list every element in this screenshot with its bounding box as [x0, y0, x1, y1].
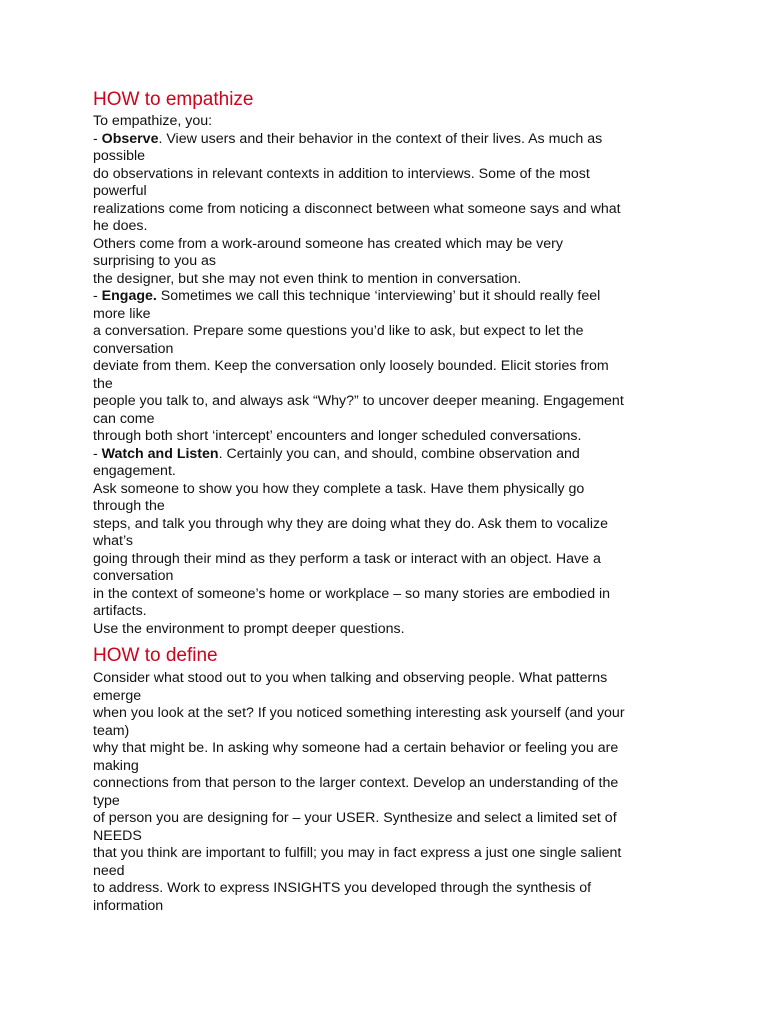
line-text: . Certainly you can, and should, combine observation and: [218, 445, 580, 462]
text-line: [93, 810, 683, 828]
line-text: what’s: [93, 533, 133, 549]
line-text: Consider what stood out to you when talking and observing people. What patterns: [93, 670, 608, 686]
line-text: conversation: [93, 568, 174, 584]
text-line: [93, 236, 683, 254]
text-line: [93, 131, 683, 149]
line-text: through the: [93, 498, 165, 514]
line-text: conversation: [93, 340, 174, 357]
text-line: [93, 758, 683, 776]
text-line: [93, 446, 683, 464]
text-line: [93, 533, 683, 551]
line-text: NEEDS: [93, 827, 142, 844]
bullet-dash: -: [93, 130, 102, 147]
text-line: [93, 428, 683, 446]
text-line: [93, 341, 683, 359]
text-line: [93, 688, 683, 706]
line-text: information: [93, 897, 164, 914]
line-text: steps, and talk you through why they are doing what they do. Ask them to vocalize: [93, 515, 608, 532]
line-text: connections from that person to the larger context. Develop an understanding of the: [93, 775, 619, 791]
text-line: [93, 218, 683, 236]
line-text: in the context of someone’s home or workplace – so many stories are embodied in: [93, 585, 611, 602]
line-text: the designer, but she may not even think to mention in conversation.: [93, 270, 522, 287]
text-line: [93, 568, 683, 586]
text-line: [93, 723, 683, 741]
bold-term: Watch and Listen: [101, 445, 219, 462]
text-line: [93, 880, 683, 898]
text-line: [93, 463, 683, 481]
text-line: [93, 166, 683, 184]
line-text: deviate from them. Keep the conversation only loosely bounded. Elicit stories from: [93, 358, 609, 374]
bold-term: Engage.: [101, 288, 157, 304]
text-line: [93, 481, 683, 499]
text-line: [93, 253, 683, 271]
line-text: he does.: [93, 218, 148, 234]
text-line: [93, 288, 683, 306]
text-line: [93, 306, 683, 324]
text-line: [93, 411, 683, 429]
text-line: [93, 828, 683, 846]
section-body-define: [93, 670, 683, 915]
text-line: [93, 323, 683, 341]
line-text: going through their mind as they perform a task or interact with an object. Have a: [93, 550, 601, 567]
line-text: people you talk to, and always ask “Why?” to uncover deeper meaning. Engagement: [93, 393, 624, 409]
section-heading-empathize: HOW to empathize: [93, 89, 254, 110]
line-text: emerge: [93, 687, 142, 704]
line-text: making: [93, 757, 139, 774]
text-line: [93, 358, 683, 376]
line-text: . View users and their behavior in the context of their lives. As much as: [158, 130, 603, 147]
bullet-dash: -: [93, 445, 102, 462]
text-line: [93, 393, 683, 411]
bold-term: Observe: [101, 130, 159, 147]
line-text: through both short ‘intercept’ encounters and longer scheduled conversations.: [93, 428, 582, 444]
text-line: [93, 586, 683, 604]
text-line: [93, 863, 683, 881]
text-line: [93, 740, 683, 758]
text-line: [93, 201, 683, 219]
bullet-dash: -: [93, 288, 102, 304]
line-text: to address. Work to express INSIGHTS you developed through the synthesis of: [93, 880, 592, 896]
text-line: [93, 705, 683, 723]
line-text: that you think are important to fulfill; you may in fact express a just one single salient: [93, 845, 622, 861]
line-text: of person you are designing for – your USER. Synthesize and select a limited set of: [93, 810, 617, 826]
line-text: the: [93, 375, 113, 392]
text-line: [93, 271, 683, 289]
section-body-empathize: [93, 113, 683, 638]
section-heading-define: HOW to define: [93, 645, 218, 666]
line-text: engagement.: [93, 463, 176, 479]
line-text: Ask someone to show you how they complete a task. Have them physically go: [93, 480, 585, 497]
line-text: Sometimes we call this technique ‘interviewing’ but it should really feel: [156, 288, 601, 304]
text-line: [93, 516, 683, 534]
line-text: Others come from a work-around someone has created which may be very: [93, 235, 563, 252]
line-text: when you look at the set? If you noticed something interesting ask yourself (and your: [93, 705, 625, 721]
line-text: type: [93, 792, 120, 809]
line-text: possible: [93, 148, 146, 164]
text-line: [93, 670, 683, 688]
text-line: [93, 603, 683, 621]
line-text: more like: [93, 305, 151, 322]
line-text: do observations in relevant contexts in addition to interviews. Some of the most: [93, 165, 590, 182]
text-line: [93, 845, 683, 863]
line-text: why that might be. In asking why someone had a certain behavior or feeling you are: [93, 740, 619, 756]
text-line: [93, 148, 683, 166]
text-line: [93, 621, 683, 639]
line-text: powerful: [93, 183, 147, 199]
line-text: can come: [93, 410, 155, 427]
line-text: artifacts.: [93, 603, 147, 619]
line-text: To empathize, you:: [93, 113, 213, 129]
line-text: surprising to you as: [93, 253, 217, 269]
text-line: [93, 551, 683, 569]
text-line: [93, 113, 683, 131]
line-text: need: [93, 862, 125, 879]
document-page: [93, 88, 683, 915]
text-line: [93, 183, 683, 201]
text-line: [93, 498, 683, 516]
text-line: [93, 376, 683, 394]
text-line: [93, 775, 683, 793]
text-line: [93, 793, 683, 811]
line-text: realizations come from noticing a disconnect between what someone says and what: [93, 200, 621, 217]
text-line: [93, 898, 683, 916]
line-text: Use the environment to prompt deeper questions.: [93, 620, 405, 637]
line-text: a conversation. Prepare some questions you’d like to ask, but expect to let the: [93, 323, 584, 339]
line-text: team): [93, 722, 130, 739]
